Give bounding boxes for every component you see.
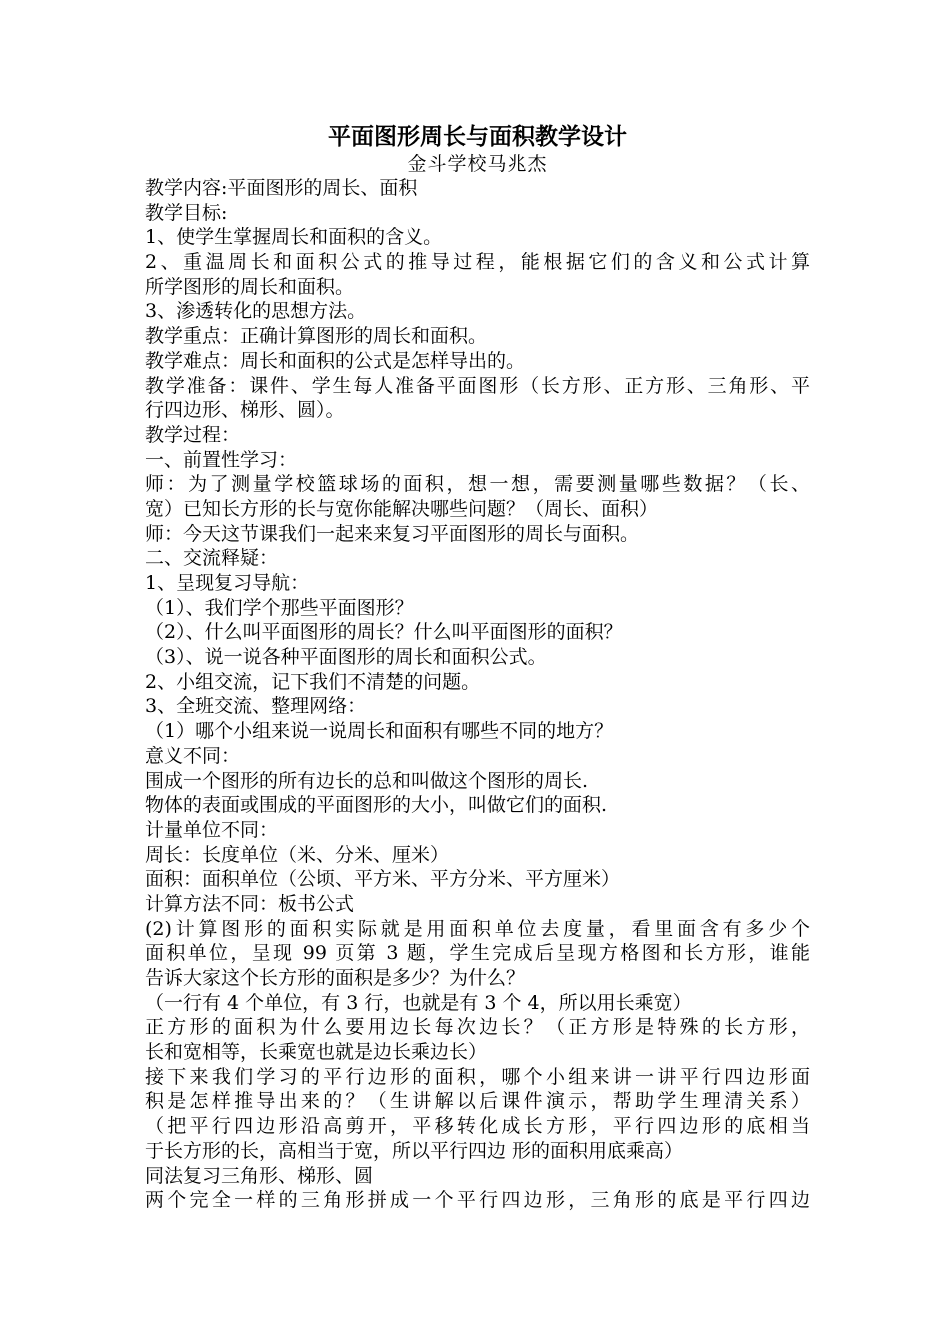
text-line: 教学准备：课件、学生每人准备平面图形（长方形、正方形、三角形、平 xyxy=(145,374,810,397)
text-line: （1）哪个小组来说一说周长和面积有哪些不同的地方？ xyxy=(145,720,614,743)
text-line: 积是怎样推导出来的？（生讲解以后课件演示，帮助学生理清关系） xyxy=(145,1090,810,1113)
text-line: 告诉大家这个长方形的面积是多少？为什么？ xyxy=(145,967,526,989)
text-line: 接下来我们学习的平行边形的面积，哪个小组来讲一讲平行四边形面 xyxy=(145,1065,810,1088)
text-line: 所学图形的周长和面积。 xyxy=(145,275,355,298)
text-line: 二、交流释疑： xyxy=(145,547,279,570)
text-line: 教学重点：正确计算图形的周长和面积。 xyxy=(145,325,488,348)
text-line: 面积：面积单位（公顷、平方米、平方分米、平方厘米） xyxy=(145,868,621,891)
text-line: 2、重温周长和面积公式的推导过程，能根据它们的含义和公式计算 xyxy=(145,251,810,274)
text-line: 教学目标: xyxy=(145,201,228,224)
text-line: 1、使学生掌握周长和面积的含义。 xyxy=(145,226,443,249)
document-author: 金斗学校马兆杰 xyxy=(407,153,548,175)
text-line: 宽）已知长方形的长与宽你能解决哪些问题？（周长、面积） xyxy=(145,497,659,520)
text-line: 周长：长度单位（米、分米、厘米） xyxy=(145,843,450,866)
text-line: （3）、说一说各种平面图形的周长和面积公式。 xyxy=(145,646,547,669)
text-line: 同法复习三角形、梯形、圆 xyxy=(145,1164,374,1187)
text-line: （1）、我们学个那些平面图形？ xyxy=(145,596,414,619)
text-line: 师：今天这节课我们一起来来复习平面图形的周长与面积。 xyxy=(145,522,640,545)
text-line: 正方形的面积为什么要用边长每次边长？（正方形是特殊的长方形， xyxy=(145,1016,810,1039)
text-line: （2）、什么叫平面图形的周长？什么叫平面图形的面积？ xyxy=(145,621,623,644)
text-line: 3、全班交流、整理网络： xyxy=(145,695,367,718)
text-line: （一行有 4 个单位，有 3 行，也就是有 3 个 4，所以用长乘宽） xyxy=(145,991,692,1014)
text-line: 面积单位，呈现 99 页第 3 题，学生完成后呈现方格图和长方形，谁能 xyxy=(145,942,810,965)
document-body xyxy=(145,176,810,1213)
text-line: 2、小组交流，记下我们不清楚的问题。 xyxy=(145,670,481,693)
text-line: 行四边形、梯形、圆）。 xyxy=(145,399,345,422)
text-line: 教学内容:平面图形的周长、面积 xyxy=(145,177,418,199)
text-line: 3、渗透转化的思想方法。 xyxy=(145,300,367,323)
text-line: 一、前置性学习： xyxy=(145,448,298,471)
text-line: 1、呈现复习导航： xyxy=(145,572,310,594)
text-line: 两个完全一样的三角形拼成一个平行四边形，三角形的底是平行四边 xyxy=(145,1189,810,1212)
text-line: 围成一个图形的所有边长的总和叫做这个图形的周长. xyxy=(145,769,589,792)
text-line: 意义不同： xyxy=(145,744,241,767)
text-line: 教学难点：周长和面积的公式是怎样导出的。 xyxy=(145,349,526,372)
text-line: 教学过程： xyxy=(145,423,241,446)
text-line: (2)计算图形的面积实际就是用面积单位去度量，看里面含有多少个 xyxy=(145,917,810,940)
text-line: 物体的表面或围成的平面图形的大小，叫做它们的面积. xyxy=(145,794,608,817)
document-page xyxy=(145,122,810,1213)
text-line: （把平行四边形沿高剪开，平移转化成长方形，平行四边形的底相当 xyxy=(145,1115,810,1138)
text-line: 计算方法不同：板书公式 xyxy=(145,892,355,915)
text-line: 计量单位不同： xyxy=(145,818,279,841)
document-title: 平面图形周长与面积教学设计 xyxy=(328,123,627,150)
text-line: 长和宽相等，长乘宽也就是边长乘边长） xyxy=(145,1041,488,1064)
text-line: 师：为了测量学校篮球场的面积，想一想，需要测量哪些数据？（长、 xyxy=(145,473,810,496)
text-line: 于长方形的长，高相当于宽，所以平行四边 形的面积用底乘高） xyxy=(145,1139,684,1162)
